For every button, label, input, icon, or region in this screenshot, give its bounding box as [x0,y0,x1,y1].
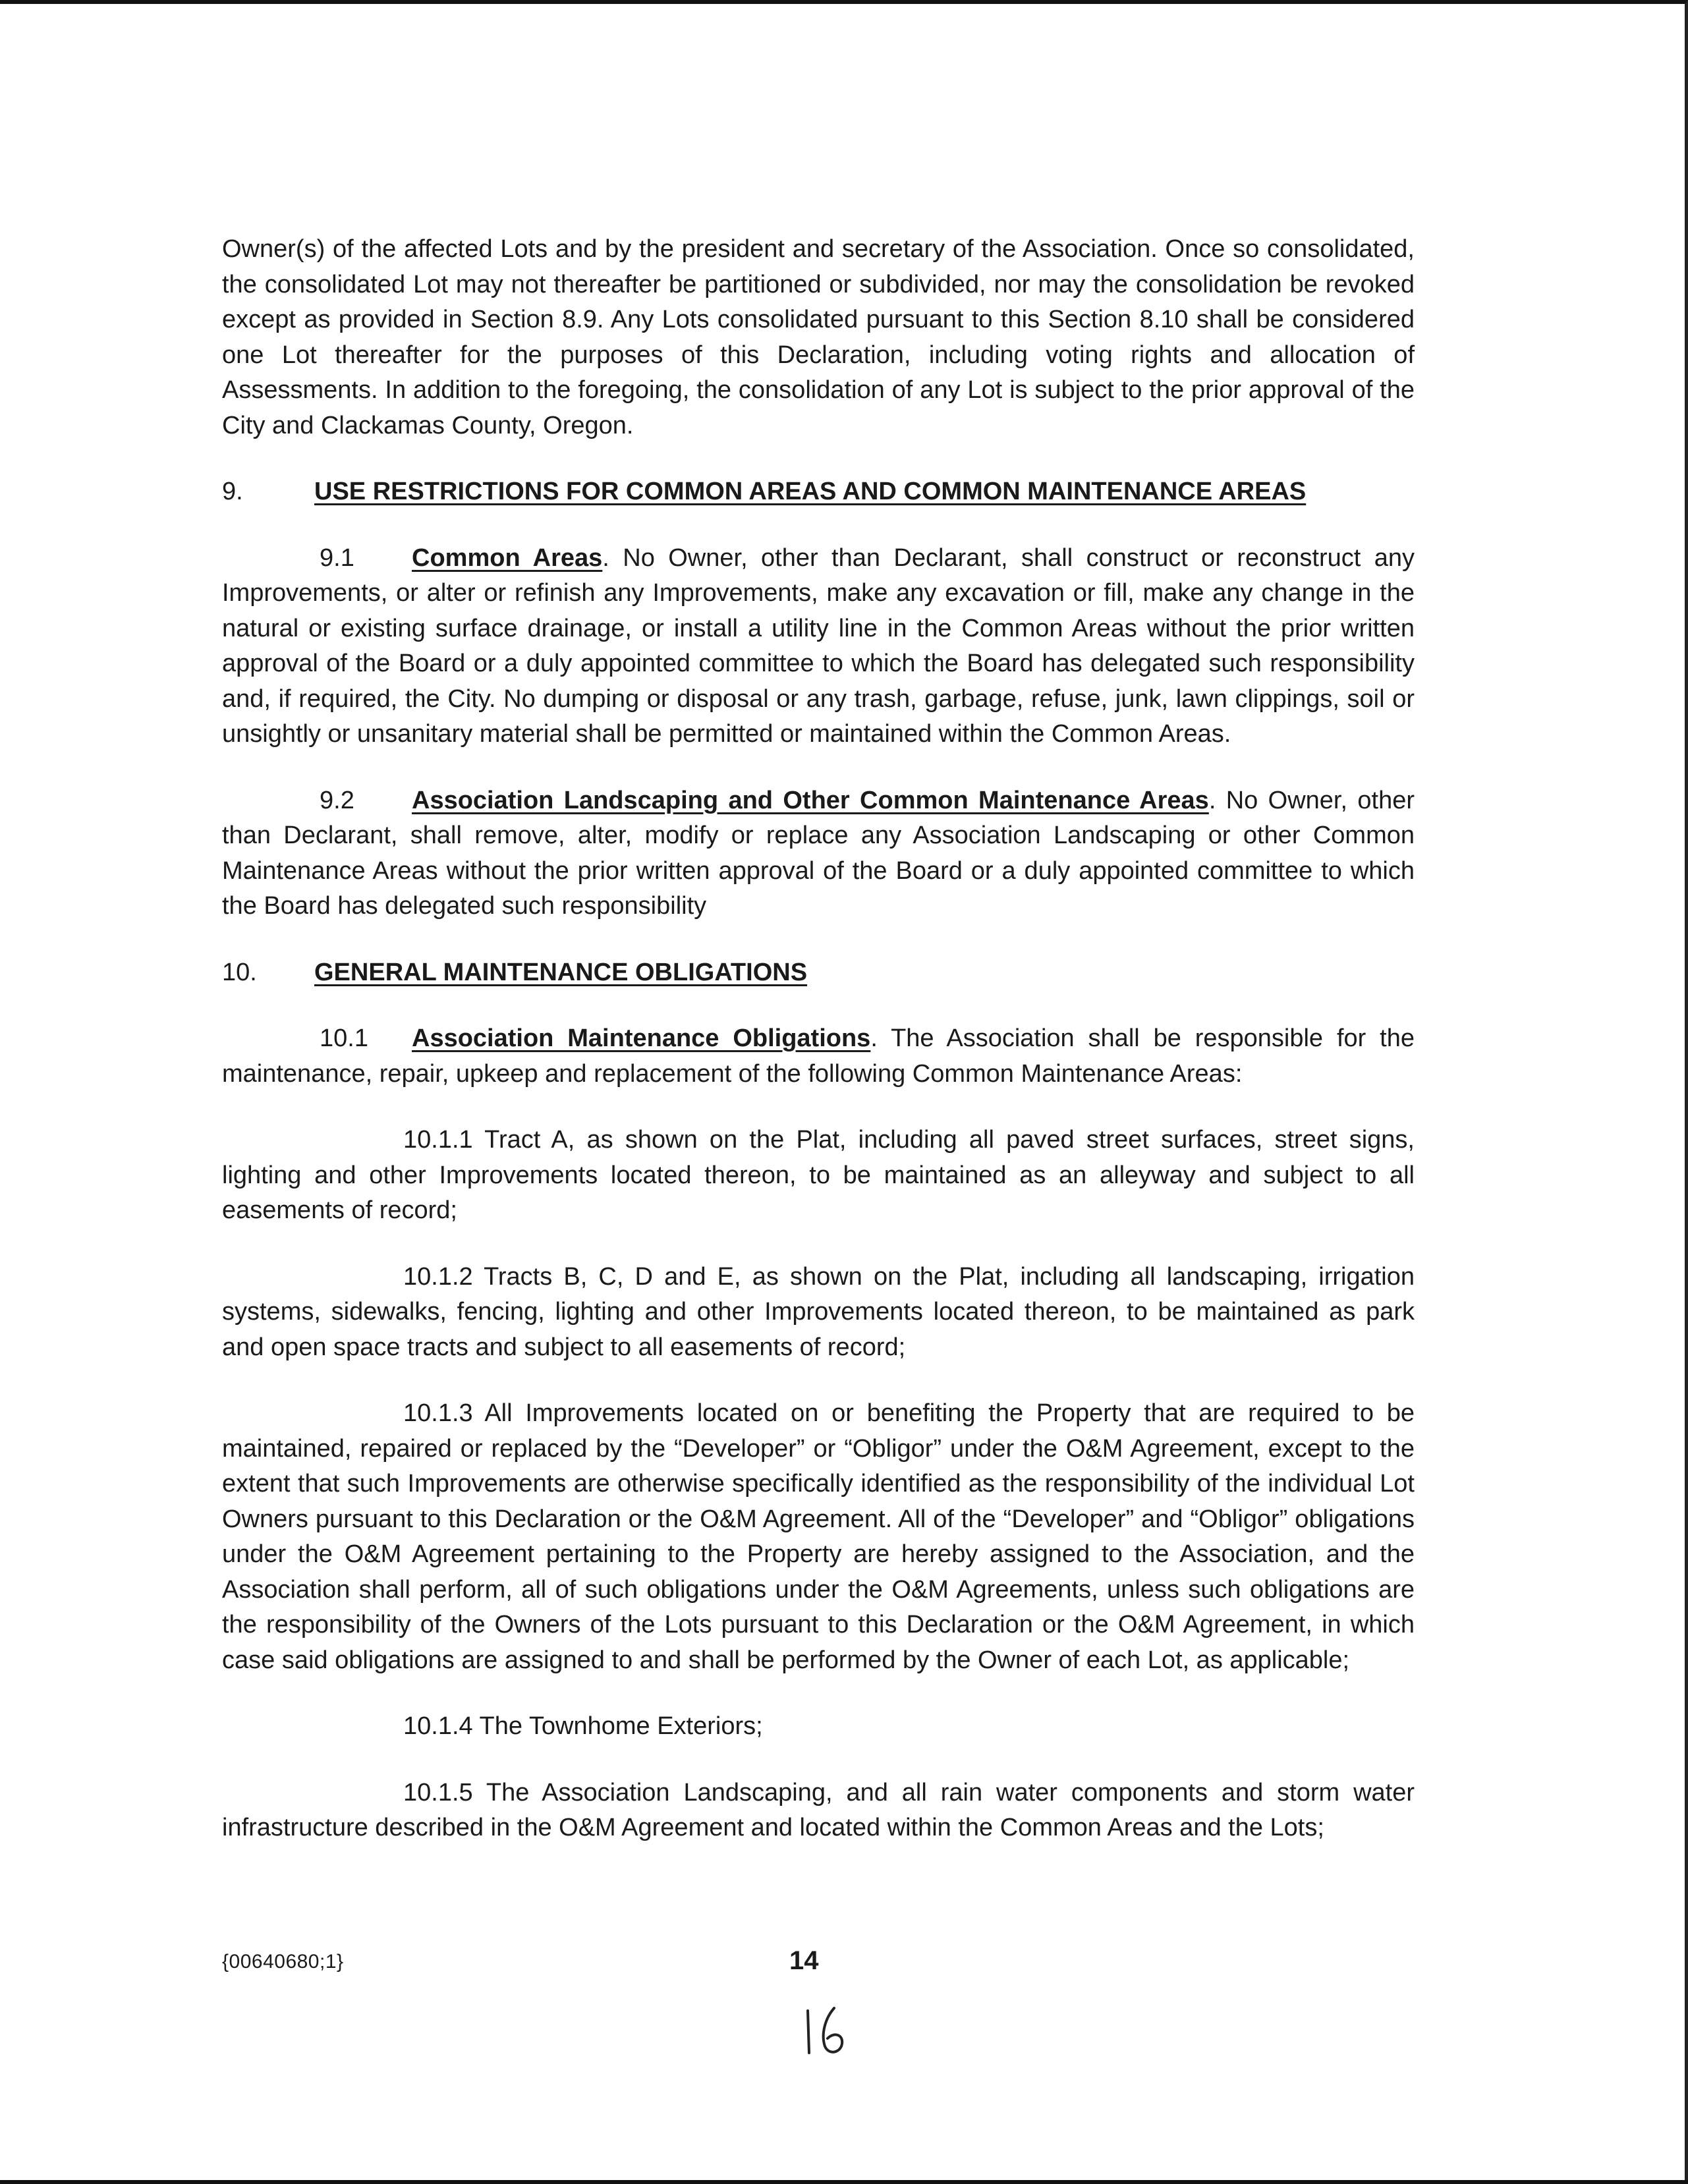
handwritten-one-stroke [808,2011,809,2053]
section-9-2-number: 9.2 [320,786,354,814]
section-10-1-number: 10.1 [320,1024,368,1052]
section-9-2-paragraph [222,783,1415,924]
section-10-1-2-paragraph: 10.1.2 Tracts B, C, D and E, as shown on the Plat, including all landscaping, irrigation systems, sidewalks, fencing, lighting and other Improvements located thereon, to be maintained as park and open space tracts and subject to all easements of record; [222,1262,1415,1361]
section-10-1-3-paragraph: 10.1.3 All Improvements located on or benefiting the Property that are required to be maintained, repaired or replaced by the “Developer” or “Obligor” under the O&M Agreement, except to the extent that such Improvements are otherwise specifically identified as the responsibility of the individual Lot Owners pursuant to this Declaration or the O&M Agreement. All of the “Developer” and “Obligor” obligations under the O&M Agreement pertaining to the Property are hereby assigned to the Association, and the Association shall perform, all of such obligations under the O&M Agreements, unless such obligations are the responsibility of the Owners of the Lots pursuant to this Declaration or the O&M Agreement, in which case said obligations are assigned to and shall be performed by the Owner of each Lot, as applicable; [222,1399,1415,1674]
section-10-1-5-paragraph: 10.1.5 The Association Landscaping, and all rain water components and storm water infrastructure described in the O&M Agreement and located within the Common Areas and the Lots; [222,1778,1415,1841]
section-9-heading [222,474,1415,510]
section-10-1-1-paragraph: 10.1.1 Tract A, as shown on the Plat, including all paved street surfaces, street signs, lighting and other Improvements located thereon, to be maintained as an alleyway and subject to all easements of record; [222,1126,1415,1224]
handwritten-page-number [800,2005,853,2058]
section-9-1-text: . No Owner, other than Declarant, shall construct or reconstruct any Improvements, or alter or refinish any Improvements, make any excavation or fill, make any change in the natural or existing surface drainage, or install a utility line in the Common Areas without the prior written approval of the Board or a duly appointed committee to which the Board has delegated such responsibility and, if required, the City. No dumping or disposal or any trash, garbage, refuse, junk, lawn clippings, soil or unsightly or unsanitary material shall be permitted or maintained within the Common Areas. [222,544,1415,748]
paragraph-consolidation-continued: Owner(s) of the affected Lots and by the president and secretary of the Association. Once so consolidated, the consolidated Lot may not thereafter be partitioned or subdivided, nor may the consolidation be revoked except as provided in Section 8.9. Any Lots consolidated pursuant to this Section 8.10 shall be considered one Lot thereafter for the purposes of this Declaration, including voting rights and allocation of Assessments. In addition to the foregoing, the consolidation of any Lot is subject to the prior approval of the City and Clackamas County, Oregon. [222,235,1415,439]
section-9-2-title: Association Landscaping and Other Common Maintenance Areas [412,786,1209,814]
document-body [222,232,1415,1846]
section-9-1-title: Common Areas [412,544,603,572]
scan-bottom-edge [0,2180,1688,2184]
section-10-1-title: Association Maintenance Obligations [412,1024,871,1052]
section-9-title: USE RESTRICTIONS FOR COMMON AREAS AND COMMON MAINTENANCE AREAS [314,478,1307,505]
section-10-heading [222,955,1415,991]
section-10-1-4-paragraph: 10.1.4 The Townhome Exteriors; [403,1712,763,1740]
section-9-1-paragraph [222,541,1415,752]
page-number: 14 [789,1946,819,1975]
section-10-number: 10. [222,958,257,986]
section-10-1-paragraph [222,1021,1415,1092]
document-id: {00640680;1} [222,1951,344,1973]
section-9-number: 9. [222,478,243,505]
section-10-title: GENERAL MAINTENANCE OBLIGATIONS [314,958,808,986]
handwritten-six-stroke [824,2008,843,2052]
section-10-1-text: . The Association shall be responsible for the maintenance, repair, upkeep and replacement of the following Common Maintenance Areas: [222,1024,1415,1088]
section-9-2-text: . No Owner, other than Declarant, shall remove, alter, modify or replace any Association Landscaping or other Common Maintenance Areas without the prior written approval of the Board or a duly appointed committee to which the Board has delegated such responsibility [222,786,1415,920]
section-9-1-number: 9.1 [320,544,354,572]
